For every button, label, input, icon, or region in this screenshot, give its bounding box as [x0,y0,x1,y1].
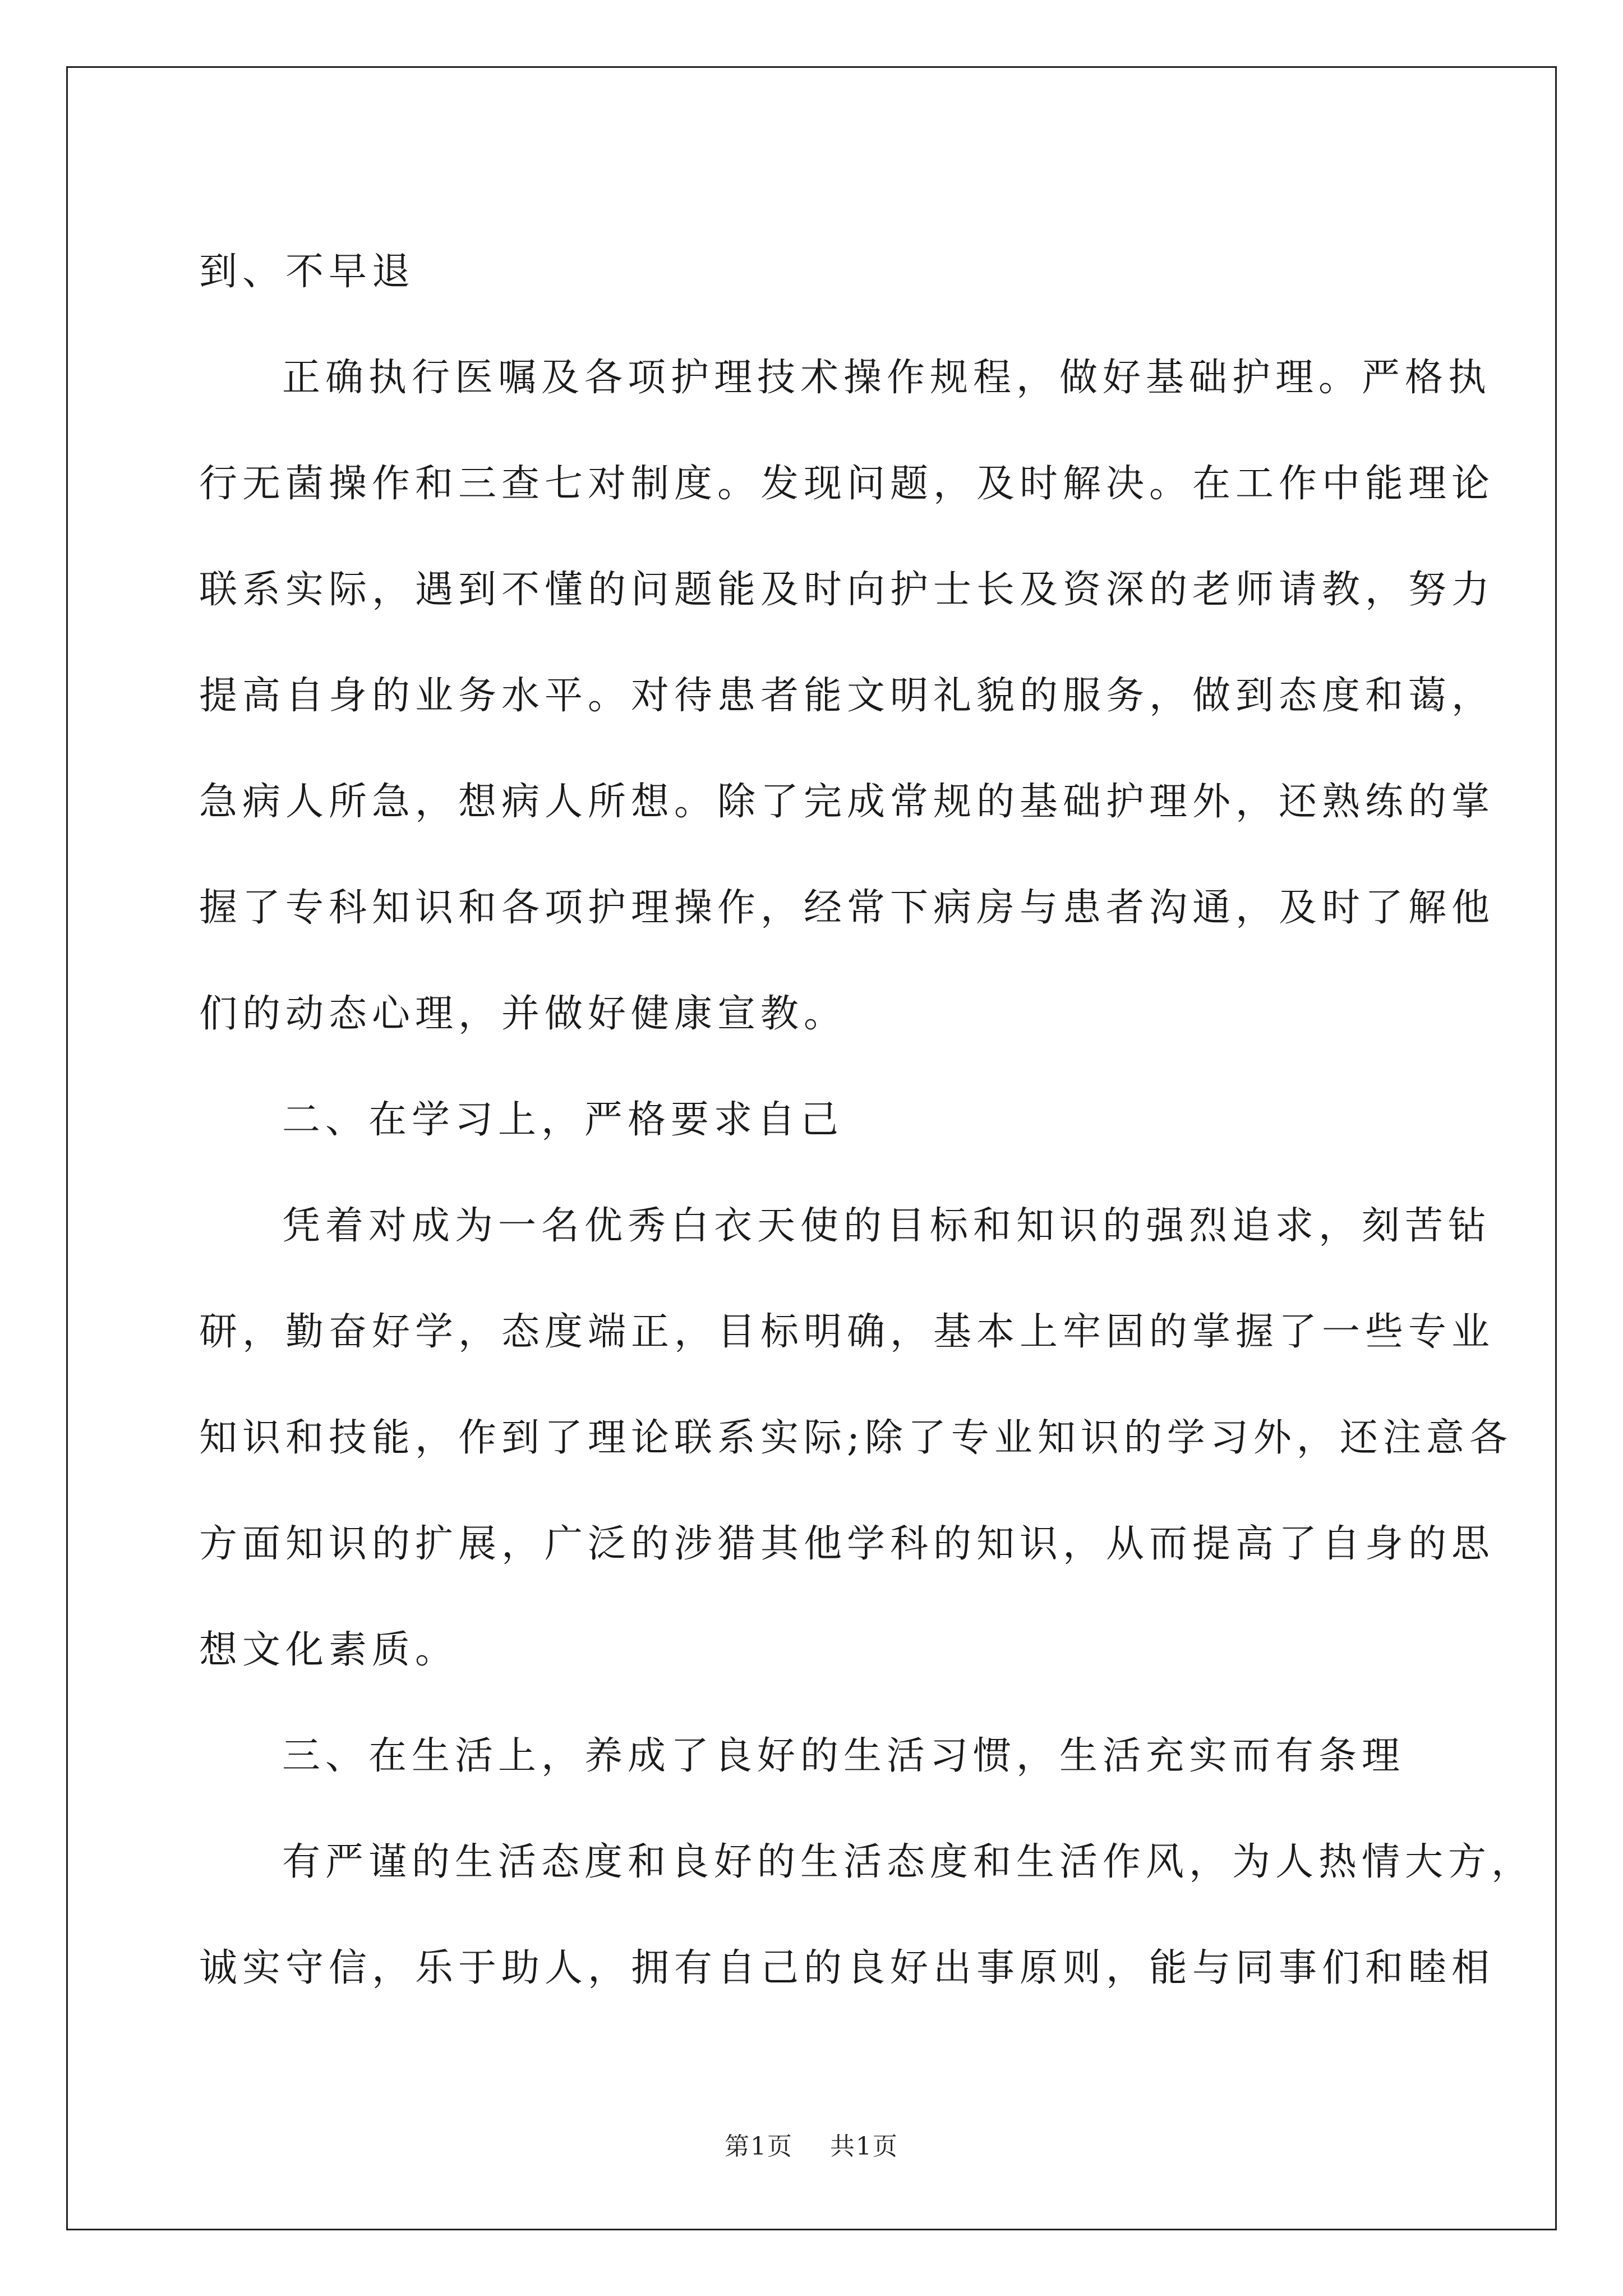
text-line: 方面知识的扩展，广泛的涉猎其他学科的知识，从而提高了自身的思 [199,1522,1495,1566]
text-line: 行无菌操作和三查七对制度。发现问题，及时解决。在工作中能理论 [199,462,1495,506]
text-line: 急病人所急，想病人所想。除了完成常规的基础护理外，还熟练的掌 [199,780,1495,824]
page-footer [0,2126,1623,2162]
text-line: 正确执行医嘱及各项护理技术操作规程，做好基础护理。严格执 [282,356,1492,400]
text-line: 研，勤奋好学，态度端正，目标明确，基本上牢固的掌握了一些专业 [199,1310,1495,1354]
text-line: 想文化素质。 [199,1628,459,1672]
text-line: 提高自身的业务水平。对待患者能文明礼貌的服务，做到态度和蔼， [199,674,1495,718]
page-number: 第1页 [725,2132,793,2161]
page-total: 共1页 [830,2132,898,2161]
text-line: 二、在学习上，严格要求自己 [282,1098,844,1142]
text-line: 诚实守信，乐于助人，拥有自己的良好出事原则，能与同事们和睦相 [199,1946,1495,1990]
text-line: 凭着对成为一名优秀白衣天使的目标和知识的强烈追求，刻苦钻 [282,1204,1492,1248]
text-line: 知识和技能，作到了理论联系实际;除了专业知识的学习外，还注意各 [199,1416,1513,1460]
text-line: 联系实际，遇到不懂的问题能及时向护士长及资深的老师请教，努力 [199,568,1495,612]
text-line: 三、在生活上，养成了良好的生活习惯，生活充实而有条理 [282,1734,1405,1778]
text-line: 们的动态心理，并做好健康宣教。 [199,992,847,1036]
document-body [199,219,1535,2021]
text-line: 到、不早退 [199,250,416,294]
text-line: 握了专科知识和各项护理操作，经常下病房与患者沟通，及时了解他 [199,886,1495,930]
text-line: 有严谨的生活态度和良好的生活态度和生活作风，为人热情大方， [282,1840,1535,1884]
